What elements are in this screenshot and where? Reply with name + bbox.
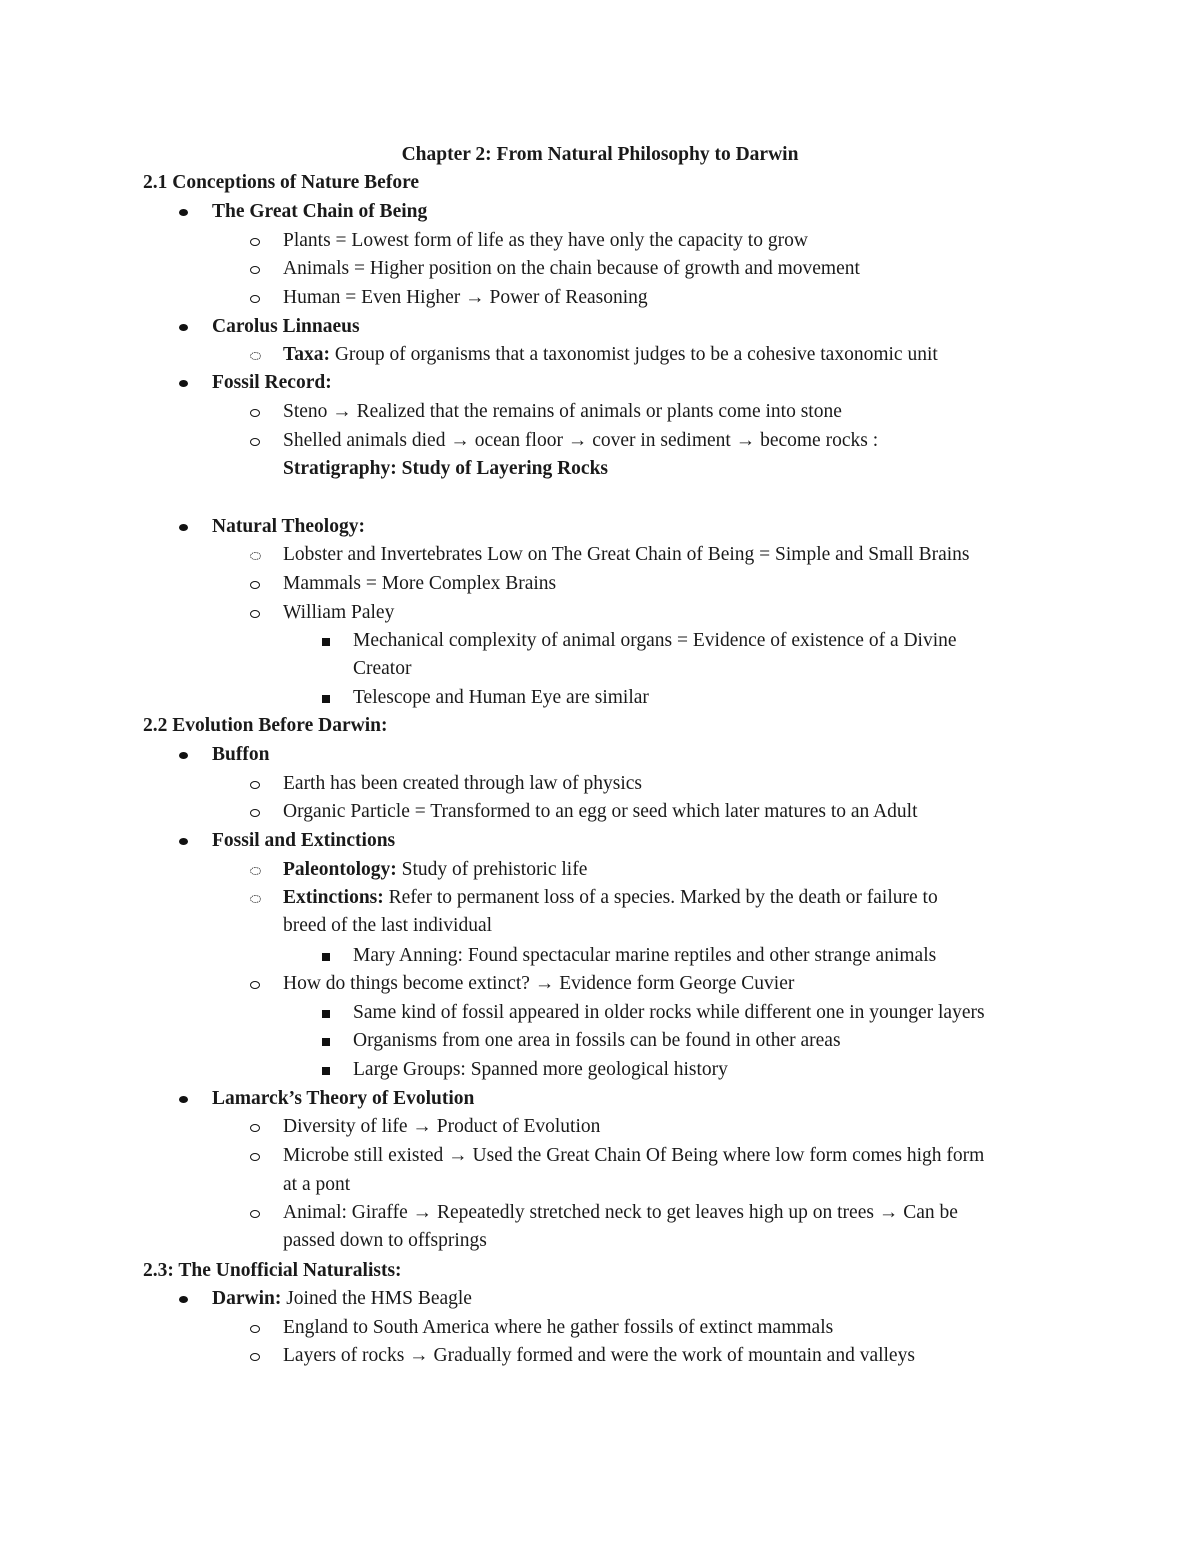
- topic-lamarck: Lamarck’s Theory of Evolution: [212, 1088, 475, 1109]
- list-item: Telescope and Human Eye are similar: [353, 687, 649, 708]
- list-item: Mammals = More Complex Brains: [283, 573, 557, 594]
- section-heading-2-1: 2.1 Conceptions of Nature Before: [143, 172, 420, 193]
- list-item: Diversity of life → Product of Evolution: [283, 1116, 601, 1137]
- topic-buffon: Buffon: [212, 744, 270, 765]
- topic-fossil-record: Fossil Record:: [212, 372, 332, 393]
- list-item: Earth has been created through law of physics: [283, 773, 642, 794]
- disc-bullet-icon: [173, 313, 193, 341]
- circle-bullet-icon: [245, 1142, 265, 1170]
- square-bullet-icon: [316, 684, 336, 712]
- list-item: How do things become extinct? → Evidence form George Cuvier: [283, 973, 795, 994]
- circle-bullet-icon: [245, 570, 265, 598]
- circle-bullet-icon: [245, 255, 265, 283]
- disc-bullet-icon: [173, 1085, 193, 1113]
- list-item: Organic Particle = Transformed to an egg or seed which later matures to an Adult: [283, 801, 918, 822]
- square-bullet-icon: [316, 627, 336, 655]
- circle-bullet-icon: [245, 798, 265, 826]
- circle-bullet-icon: [245, 1314, 265, 1342]
- disc-bullet-icon: [173, 198, 193, 226]
- list-item: [283, 884, 938, 912]
- list-item-continuation: Stratigraphy: Study of Layering Rocks: [283, 458, 609, 479]
- topic-natural-theology: Natural Theology:: [212, 516, 365, 537]
- topic-great-chain: The Great Chain of Being: [212, 201, 428, 222]
- list-item: [283, 341, 938, 369]
- list-item-continuation: passed down to offsprings: [283, 1230, 487, 1251]
- disc-bullet-icon: [173, 1285, 193, 1313]
- list-item-continuation: breed of the last individual: [283, 915, 493, 936]
- list-item: [283, 856, 587, 884]
- circle-bullet-icon: [245, 427, 265, 455]
- dotted-circle-bullet-icon: [245, 856, 265, 884]
- square-bullet-icon: [316, 1027, 336, 1055]
- square-bullet-icon: [316, 942, 336, 970]
- disc-bullet-icon: [173, 369, 193, 397]
- list-item: Organisms from one area in fossils can be found in other areas: [353, 1030, 841, 1051]
- list-item-continuation: at a pont: [283, 1174, 351, 1195]
- section-heading-2-2: 2.2 Evolution Before Darwin:: [143, 715, 388, 736]
- list-item: Animals = Higher position on the chain because of growth and movement: [283, 258, 860, 279]
- topic-darwin: [212, 1285, 472, 1313]
- list-item: Plants = Lowest form of life as they have only the capacity to grow: [283, 230, 808, 251]
- circle-bullet-icon: [245, 770, 265, 798]
- dotted-circle-bullet-icon: [245, 541, 265, 569]
- circle-bullet-icon: [245, 970, 265, 998]
- circle-bullet-icon: [245, 1113, 265, 1141]
- list-item: Human = Even Higher → Power of Reasoning: [283, 287, 648, 308]
- term-paleontology: Paleontology:: [283, 859, 397, 880]
- topic-fossil-extinctions: Fossil and Extinctions: [212, 830, 396, 851]
- dotted-circle-bullet-icon: [245, 884, 265, 912]
- square-bullet-icon: [316, 1056, 336, 1084]
- list-item: Animal: Giraffe → Repeatedly stretched neck to get leaves high up on trees → Can be: [283, 1202, 958, 1223]
- list-item: Steno → Realized that the remains of animals or plants come into stone: [283, 401, 842, 422]
- disc-bullet-icon: [173, 513, 193, 541]
- disc-bullet-icon: [173, 827, 193, 855]
- definition-paleontology: Study of prehistoric life: [396, 859, 588, 880]
- list-item: Mary Anning: Found spectacular marine reptiles and other strange animals: [353, 945, 937, 966]
- topic-linnaeus: Carolus Linnaeus: [212, 316, 360, 337]
- list-item: Large Groups: Spanned more geological history: [353, 1059, 728, 1080]
- list-item: Same kind of fossil appeared in older rocks while different one in younger layers: [353, 1002, 985, 1023]
- definition-taxa: Group of organisms that a taxonomist judges to be a cohesive taxonomic unit: [329, 344, 938, 365]
- list-item: England to South America where he gather fossils of extinct mammals: [283, 1317, 834, 1338]
- list-item: William Paley: [283, 602, 395, 623]
- page-title: Chapter 2: From Natural Philosophy to Darwin: [401, 144, 799, 165]
- list-item: Shelled animals died → ocean floor → cover in sediment → become rocks :: [283, 430, 879, 451]
- circle-bullet-icon: [245, 227, 265, 255]
- definition-extinctions: Refer to permanent loss of a species. Marked by the death or failure to: [383, 887, 938, 908]
- circle-bullet-icon: [245, 398, 265, 426]
- list-item-continuation: Creator: [353, 658, 412, 679]
- term-taxa: Taxa:: [283, 344, 330, 365]
- circle-bullet-icon: [245, 1342, 265, 1370]
- term-darwin: Darwin:: [212, 1288, 282, 1309]
- dotted-circle-bullet-icon: [245, 341, 265, 369]
- list-item: Microbe still existed → Used the Great Chain Of Being where low form comes high form: [283, 1145, 985, 1166]
- list-item: Lobster and Invertebrates Low on The Great Chain of Being = Simple and Small Brains: [283, 544, 970, 565]
- list-item: Layers of rocks → Gradually formed and were the work of mountain and valleys: [283, 1345, 915, 1366]
- circle-bullet-icon: [245, 1199, 265, 1227]
- square-bullet-icon: [316, 999, 336, 1027]
- section-heading-2-3: 2.3: The Unofficial Naturalists:: [143, 1260, 402, 1281]
- circle-bullet-icon: [245, 284, 265, 312]
- list-item: Mechanical complexity of animal organs = Evidence of existence of a Divine: [353, 630, 957, 651]
- term-extinctions: Extinctions:: [283, 887, 384, 908]
- definition-darwin: Joined the HMS Beagle: [281, 1288, 472, 1309]
- circle-bullet-icon: [245, 599, 265, 627]
- disc-bullet-icon: [173, 741, 193, 769]
